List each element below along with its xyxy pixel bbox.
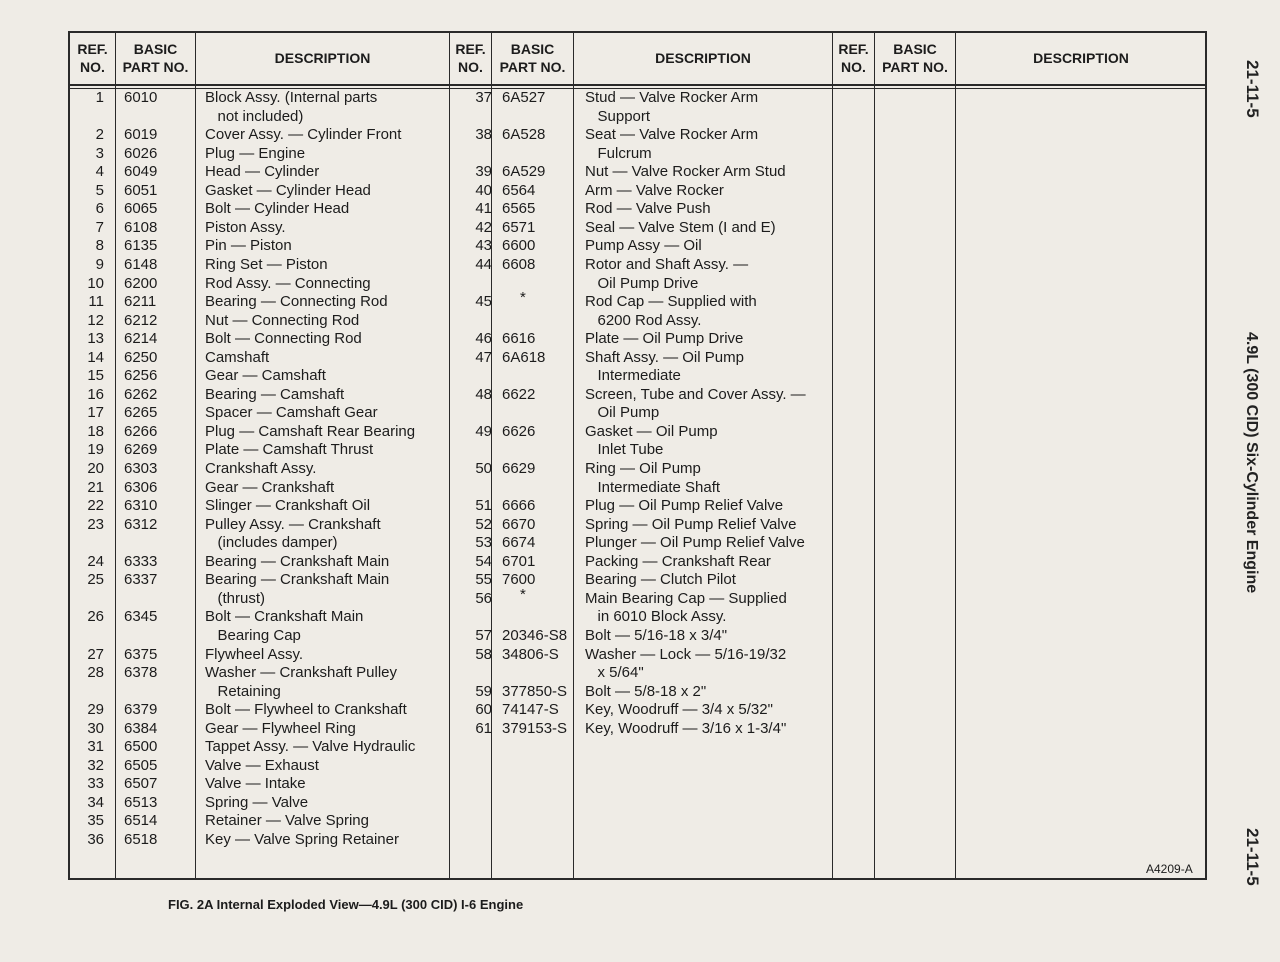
part-description: Intermediate Shaft: [585, 478, 721, 496]
part-description: Plunger — Oil Pump Relief Valve: [585, 534, 805, 552]
part-number: 6384: [124, 719, 158, 737]
header-ref-2: REF. NO.: [455, 41, 486, 75]
ref-number: 49: [475, 422, 492, 440]
ref-number: 34: [87, 793, 104, 811]
ref-number: 52: [475, 515, 492, 533]
part-number: 6626: [502, 422, 536, 440]
part-description: Gear — Crankshaft: [205, 478, 335, 496]
ref-number: 17: [87, 404, 104, 422]
ref-number: 25: [87, 571, 104, 589]
header-ref-3: REF. NO.: [838, 41, 869, 75]
figure-caption: FIG. 2A Internal Exploded View—4.9L (300 CID) I-6 Engine: [168, 897, 524, 912]
header-basic-1: BASIC PART NO.: [122, 41, 189, 75]
ref-number: 11: [88, 293, 104, 311]
part-number: 6375: [124, 645, 158, 663]
part-description: Arm — Valve Rocker: [585, 181, 724, 199]
ref-number: 21: [87, 478, 104, 496]
col-divider: [832, 31, 833, 880]
part-description: Ring — Oil Pump: [585, 460, 701, 477]
ref-number: 22: [87, 497, 104, 515]
col-divider: [195, 31, 196, 880]
ref-number: 58: [475, 645, 492, 663]
part-description: Bolt — Crankshaft Main: [205, 608, 364, 626]
ref-number: 24: [87, 552, 104, 570]
part-description: Camshaft: [205, 348, 270, 366]
part-description: Bolt — Cylinder Head: [205, 200, 350, 218]
part-description: Oil Pump Drive: [585, 274, 699, 292]
ref-number: 14: [87, 348, 104, 366]
part-number: 6608: [502, 255, 536, 273]
part-description: Screen, Tube and Cover Assy. —: [585, 385, 806, 403]
part-description: Flywheel Assy.: [205, 645, 304, 663]
part-number: 6065: [124, 200, 158, 218]
ref-number: 15: [87, 367, 104, 385]
part-number: 6600: [502, 237, 536, 255]
part-number: 6266: [124, 422, 158, 440]
part-description: Packing — Crankshaft Rear: [585, 552, 771, 570]
part-description: Fulcrum: [585, 144, 652, 162]
part-description: Washer — Lock — 5/16-19/32: [585, 645, 787, 663]
ref-number: 23: [87, 515, 104, 533]
part-number: 6514: [124, 812, 158, 830]
part-number: 6337: [124, 571, 158, 589]
part-description: Tappet Assy. — Valve Hydraulic: [205, 738, 416, 756]
part-number: 6513: [124, 793, 158, 811]
part-description: Nut — Connecting Rod: [205, 311, 360, 329]
part-number: 6A529: [502, 163, 546, 181]
part-description: Pump Assy — Oil: [585, 237, 702, 255]
part-description: not included): [205, 107, 304, 125]
ref-number: 56: [475, 589, 492, 607]
ref-number: 29: [87, 701, 104, 719]
ref-number: 35: [87, 812, 104, 830]
part-number: 6212: [124, 311, 158, 329]
part-description: Rod Cap — Supplied with: [585, 293, 757, 311]
part-description: Inlet Tube: [585, 441, 664, 459]
part-number: 6010: [124, 89, 158, 106]
part-number: 6666: [502, 497, 536, 515]
part-number: 6148: [124, 255, 158, 273]
ref-number: 31: [87, 738, 104, 756]
part-number: 74147-S: [502, 701, 559, 719]
part-number: 6A618: [502, 348, 546, 366]
ref-number: 57: [475, 626, 492, 644]
part-number: 6108: [124, 218, 158, 236]
col-divider: [449, 31, 450, 880]
part-description: Bearing — Connecting Rod: [205, 293, 388, 311]
header-basic-3: BASIC PART NO.: [882, 41, 948, 75]
part-description: Slinger — Crankshaft Oil: [205, 497, 371, 515]
ref-number: 42: [475, 218, 492, 236]
part-description: Gasket — Oil Pump: [585, 422, 718, 440]
part-description: Spring — Oil Pump Relief Valve: [585, 515, 797, 533]
header-desc-1: DESCRIPTION: [274, 50, 371, 66]
part-number: 377850-S: [502, 682, 568, 700]
part-description: Bearing — Crankshaft Main: [205, 552, 390, 570]
col-divider: [955, 31, 956, 880]
part-number: 6303: [124, 460, 158, 477]
part-description: Bolt — Connecting Rod: [205, 330, 362, 348]
part-description: Bearing — Clutch Pilot: [585, 571, 736, 589]
ref-number: 5: [95, 181, 104, 199]
part-number: 379153-S: [502, 719, 568, 737]
part-number: 6211: [124, 293, 157, 311]
part-number: 6026: [124, 144, 158, 162]
page-number-bottom: 21-11-5: [1243, 828, 1262, 886]
part-description: Piston Assy.: [205, 218, 286, 236]
part-description: Plug — Oil Pump Relief Valve: [585, 497, 784, 515]
figure-ref: A4209-A: [1146, 862, 1193, 876]
ref-number: 19: [87, 441, 104, 459]
ref-number: 1: [95, 89, 104, 106]
part-number: 6379: [124, 701, 158, 719]
side-title: 4.9L (300 CID) Six-Cylinder Engine: [1243, 332, 1260, 594]
ref-number: 39: [475, 163, 492, 181]
part-description: Bolt — 5/16-18 x 3/4": [585, 626, 728, 644]
part-description: Key, Woodruff — 3/4 x 5/32": [585, 701, 773, 719]
part-description: Gear — Flywheel Ring: [205, 719, 356, 737]
part-description: Nut — Valve Rocker Arm Stud: [585, 163, 786, 181]
part-description: Block Assy. (Internal parts: [205, 89, 378, 106]
part-number: *: [520, 585, 526, 603]
part-number: 6571: [502, 218, 536, 236]
part-number: 6A528: [502, 126, 546, 144]
ref-number: 33: [87, 775, 104, 793]
header-ref-1: REF. NO.: [77, 41, 108, 75]
part-description: Seal — Valve Stem (I and E): [585, 218, 776, 236]
ref-number: 45: [475, 293, 492, 311]
ref-number: 26: [87, 608, 104, 626]
ref-number: 37: [475, 89, 492, 106]
part-number: 6333: [124, 552, 158, 570]
part-description: Oil Pump: [585, 404, 660, 422]
ref-number: 40: [475, 181, 492, 199]
ref-number: 4: [95, 163, 104, 181]
part-description: Ring Set — Piston: [205, 255, 328, 273]
part-number: 7600: [502, 571, 536, 589]
part-description: (includes damper): [205, 534, 338, 552]
part-description: Bolt — 5/8-18 x 2": [585, 682, 707, 700]
part-description: Rod Assy. — Connecting: [205, 274, 371, 292]
ref-number: 8: [95, 237, 104, 255]
part-number: 6310: [124, 497, 158, 515]
part-description: Crankshaft Assy.: [205, 460, 317, 477]
header-rule: [68, 84, 1207, 86]
part-number: 6345: [124, 608, 158, 626]
part-description: Pin — Piston: [205, 237, 292, 255]
header-desc-2: DESCRIPTION: [655, 50, 751, 66]
part-number: 6265: [124, 404, 158, 422]
part-number: 34806-S: [502, 645, 559, 663]
col-divider: [573, 31, 574, 880]
part-number: 6564: [502, 181, 536, 199]
ref-number: 27: [87, 645, 104, 663]
ref-number: 7: [95, 218, 104, 236]
part-number: 6306: [124, 478, 158, 496]
part-description: Stud — Valve Rocker Arm: [585, 89, 759, 106]
ref-number: 41: [475, 200, 492, 218]
ref-number: 13: [87, 330, 104, 348]
ref-number: 46: [475, 330, 492, 348]
part-number: 6256: [124, 367, 158, 385]
part-number: 6622: [502, 385, 536, 403]
part-description: in 6010 Block Assy.: [585, 608, 727, 626]
part-description: Plate — Oil Pump Drive: [585, 330, 744, 348]
part-number: 6670: [502, 515, 536, 533]
ref-number: 18: [87, 422, 104, 440]
part-description: Spring — Valve: [205, 793, 309, 811]
ref-number: 61: [475, 719, 492, 737]
part-description: Valve — Exhaust: [205, 756, 319, 774]
ref-number: 38: [475, 126, 492, 144]
part-description: Washer — Crankshaft Pulley: [205, 664, 398, 682]
ref-number: 55: [475, 571, 492, 589]
col-divider: [874, 31, 875, 880]
part-number: 6378: [124, 664, 158, 682]
part-number: 6507: [124, 775, 158, 793]
part-description: x 5/64": [585, 664, 644, 682]
ref-number: 48: [475, 385, 492, 403]
ref-number: 43: [475, 237, 492, 255]
col-divider: [491, 31, 492, 880]
part-number: 6049: [124, 163, 158, 181]
ref-number: 6: [95, 200, 104, 218]
header-basic-2: BASIC PART NO.: [499, 41, 566, 75]
part-number: *: [520, 289, 526, 307]
ref-number: 36: [87, 831, 104, 848]
part-description: Gasket — Cylinder Head: [205, 181, 371, 199]
ref-number: 16: [87, 385, 104, 403]
part-description: Bearing Cap: [205, 626, 301, 644]
ref-number: 47: [475, 348, 492, 366]
part-description: Bearing — Crankshaft Main: [205, 571, 390, 589]
part-number: 6616: [502, 330, 536, 348]
ref-number: 44: [475, 255, 492, 273]
part-description: Retainer — Valve Spring: [205, 812, 369, 830]
part-description: Key, Woodruff — 3/16 x 1-3/4": [585, 719, 787, 737]
part-number: 6565: [502, 200, 536, 218]
part-description: Seat — Valve Rocker Arm: [585, 126, 759, 144]
part-number: 6629: [502, 460, 536, 477]
ref-number: 2: [95, 126, 104, 144]
part-number: 6214: [124, 330, 158, 348]
part-description: Gear — Camshaft: [205, 367, 326, 385]
part-description: Bolt — Flywheel to Crankshaft: [205, 701, 407, 719]
ref-number: 32: [87, 756, 104, 774]
part-description: Pulley Assy. — Crankshaft: [205, 515, 381, 533]
part-number: 6250: [124, 348, 158, 366]
part-description: Retaining: [205, 682, 281, 700]
ref-number: 60: [475, 701, 492, 719]
page-number-top: 21-11-5: [1243, 60, 1262, 118]
ref-number: 20: [87, 460, 104, 477]
part-description: (thrust): [205, 589, 266, 607]
part-description: Plug — Engine: [205, 144, 306, 162]
part-description: Rotor and Shaft Assy. —: [585, 255, 749, 273]
ref-number: 12: [87, 311, 104, 329]
part-description: 6200 Rod Assy.: [585, 311, 702, 329]
part-description: Intermediate: [585, 367, 681, 385]
ref-number: 9: [95, 255, 104, 273]
ref-number: 51: [475, 497, 492, 515]
part-description: Plate — Camshaft Thrust: [205, 441, 374, 459]
ref-number: 59: [475, 682, 492, 700]
part-description: Main Bearing Cap — Supplied: [585, 589, 787, 607]
ref-number: 54: [475, 552, 492, 570]
ref-number: 10: [87, 274, 104, 292]
part-description: Support: [585, 107, 651, 125]
part-number: 6A527: [502, 89, 546, 106]
part-number: 20346-S8: [502, 626, 568, 644]
ref-number: 53: [475, 534, 492, 552]
part-number: 6269: [124, 441, 158, 459]
ref-number: 50: [475, 460, 492, 477]
part-number: 6135: [124, 237, 158, 255]
part-number: 6262: [124, 385, 158, 403]
part-number: 6051: [124, 181, 158, 199]
part-description: Cover Assy. — Cylinder Front: [205, 126, 402, 144]
part-number: 6200: [124, 274, 158, 292]
part-description: Valve — Intake: [205, 775, 306, 793]
part-description: Rod — Valve Push: [585, 200, 711, 218]
part-description: Plug — Camshaft Rear Bearing: [205, 422, 416, 440]
header-desc-3: DESCRIPTION: [1033, 50, 1129, 66]
part-number: 6518: [124, 831, 158, 848]
part-description: Key — Valve Spring Retainer: [205, 831, 399, 848]
part-description: Shaft Assy. — Oil Pump: [585, 348, 744, 366]
part-number: 6674: [502, 534, 536, 552]
col-divider: [115, 31, 116, 880]
part-number: 6500: [124, 738, 158, 756]
part-description: Spacer — Camshaft Gear: [205, 404, 378, 422]
part-number: 6701: [502, 552, 536, 570]
part-number: 6019: [124, 126, 158, 144]
part-number: 6312: [124, 515, 158, 533]
ref-number: 30: [87, 719, 104, 737]
part-number: 6505: [124, 756, 158, 774]
ref-number: 28: [87, 664, 104, 682]
part-description: Head — Cylinder: [205, 163, 320, 181]
ref-number: 3: [95, 144, 104, 162]
part-description: Bearing — Camshaft: [205, 385, 345, 403]
